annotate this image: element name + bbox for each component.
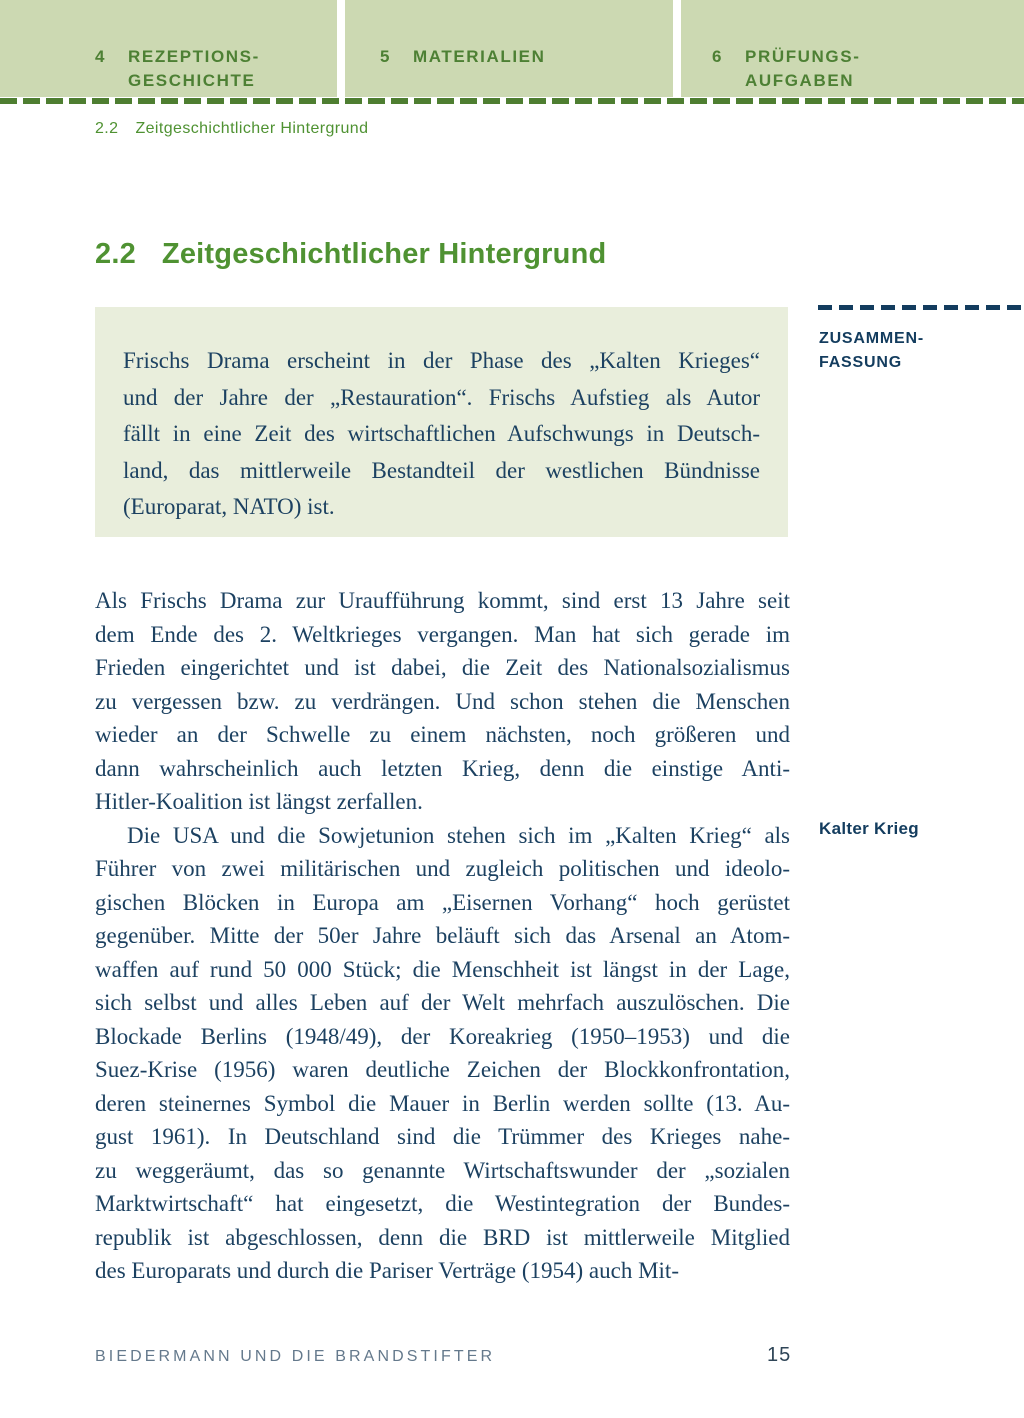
text-line: AUFGABEN: [745, 71, 855, 90]
text-line: land, das mittlerweile Bestandteil der westlichen Bündnisse: [123, 457, 760, 483]
text-line: gust 1961). In Deutschland sind die Trümmer des Krieges nahe-: [95, 1124, 790, 1149]
text-line: Als Frischs Drama zur Uraufführung kommt, sind erst 13 Jahre seit: [95, 588, 790, 613]
tab-pruefungsaufgaben: [681, 0, 1024, 97]
text-line: gischen Blöcken in Europa am „Eisernen Vorhang“ hoch gerüstet: [95, 889, 790, 915]
dashed-divider-navy: [818, 305, 1024, 310]
text-line: Frieden eingerichtet und ist dabei, die Zeit des Nationalsozialismus: [95, 655, 790, 680]
tab-label: [128, 45, 260, 93]
running-head-title: Zeitgeschichtlicher Hintergrund: [135, 120, 369, 137]
running-head-number: 2.2: [95, 120, 119, 137]
text-line: Suez-Krise (1956) waren deutliche Zeichen der Blockkonfrontation,: [95, 1057, 790, 1082]
text-line: MATERIALIEN: [413, 47, 546, 66]
text-line: gegenüber. Mitte der 50er Jahre beläuft sich das Arsenal an Atom-: [95, 923, 790, 948]
text-line: PRÜFUNGS-: [745, 47, 861, 66]
text-line: REZEPTIONS-: [128, 47, 260, 66]
section-heading-title: Zeitgeschichtlicher Hintergrund: [161, 238, 607, 270]
tab-number: 6: [712, 47, 724, 66]
margin-note-kalter-krieg: Kalter Krieg: [819, 819, 919, 838]
text-line: GESCHICHTE: [128, 71, 256, 90]
paragraph: [95, 819, 790, 1288]
text-line: des Europarats und durch die Pariser Verträge (1954) auch Mit-: [95, 1258, 679, 1283]
footer-page-number: 15: [767, 1344, 792, 1366]
text-line: und der Jahre der „Restauration“. Frischs Aufstieg als Autor: [123, 384, 760, 410]
text-line: dem Ende des 2. Weltkrieges vergangen. Man hat sich gerade im: [95, 621, 790, 647]
text-line: Führer von zwei militärischen und zugleich politischen und ideolo-: [95, 856, 790, 881]
text-line: Marktwirtschaft“ hat eingesetzt, die Westintegration der Bundes-: [95, 1191, 790, 1216]
text-line: zu weggeräumt, das so genannte Wirtschaftswunder der „sozialen: [95, 1157, 790, 1183]
running-head: [95, 120, 368, 138]
section-heading: [95, 238, 606, 271]
text-line: republik ist abgeschlossen, denn die BRD ist mittlerweile Mitglied: [95, 1224, 790, 1250]
tab-rezeptionsgeschichte: [0, 0, 337, 97]
tab-number: 5: [380, 47, 392, 66]
text-line: dann wahrscheinlich auch letzten Krieg, denn die einstige Anti-: [95, 755, 790, 781]
text-line: ZUSAMMEN-: [819, 330, 924, 347]
body-text: [95, 584, 790, 1288]
tab-materialien: [345, 0, 673, 97]
text-line: fällt in eine Zeit des wirtschaftlichen Aufschwungs in Deutsch-: [123, 421, 760, 446]
text-line: waffen auf rund 50 000 Stück; die Menschheit ist längst in der Lage,: [95, 956, 790, 982]
footer-book-title: BIEDERMANN UND DIE BRANDSTIFTER: [95, 1348, 496, 1365]
text-line: Die USA und die Sowjetunion stehen sich im „Kalten Krieg“ als: [127, 822, 790, 848]
paragraph: [95, 584, 790, 819]
tab-label: [745, 45, 860, 93]
tab-number: 4: [95, 47, 107, 66]
text-line: FASSUNG: [819, 354, 902, 371]
text-line: Blockade Berlins (1948/49), der Koreakrieg (1950–1953) und die: [95, 1023, 790, 1049]
dashed-divider-green: [0, 98, 1024, 104]
text-line: deren steinernes Symbol die Mauer in Berlin werden sollte (13. Au-: [95, 1090, 790, 1116]
text-line: Hitler-Koalition ist längst zerfallen.: [95, 789, 423, 814]
text-line: zu vergessen bzw. zu verdrängen. Und schon stehen die Menschen: [95, 688, 790, 714]
tab-label: [413, 45, 546, 69]
margin-label-zusammenfassung: [819, 327, 924, 375]
text-line: Frischs Drama erscheint in der Phase des „Kalten Krieges“: [123, 348, 760, 373]
text-line: sich selbst und alles Leben auf der Welt mehrfach auszulöschen. Die: [95, 990, 790, 1015]
section-heading-number: 2.2: [95, 238, 136, 270]
text-line: (Europarat, NATO) ist.: [123, 494, 335, 519]
summary-box: [95, 307, 788, 537]
text-line: wieder an der Schwelle zu einem nächsten, noch größeren und: [95, 722, 790, 747]
